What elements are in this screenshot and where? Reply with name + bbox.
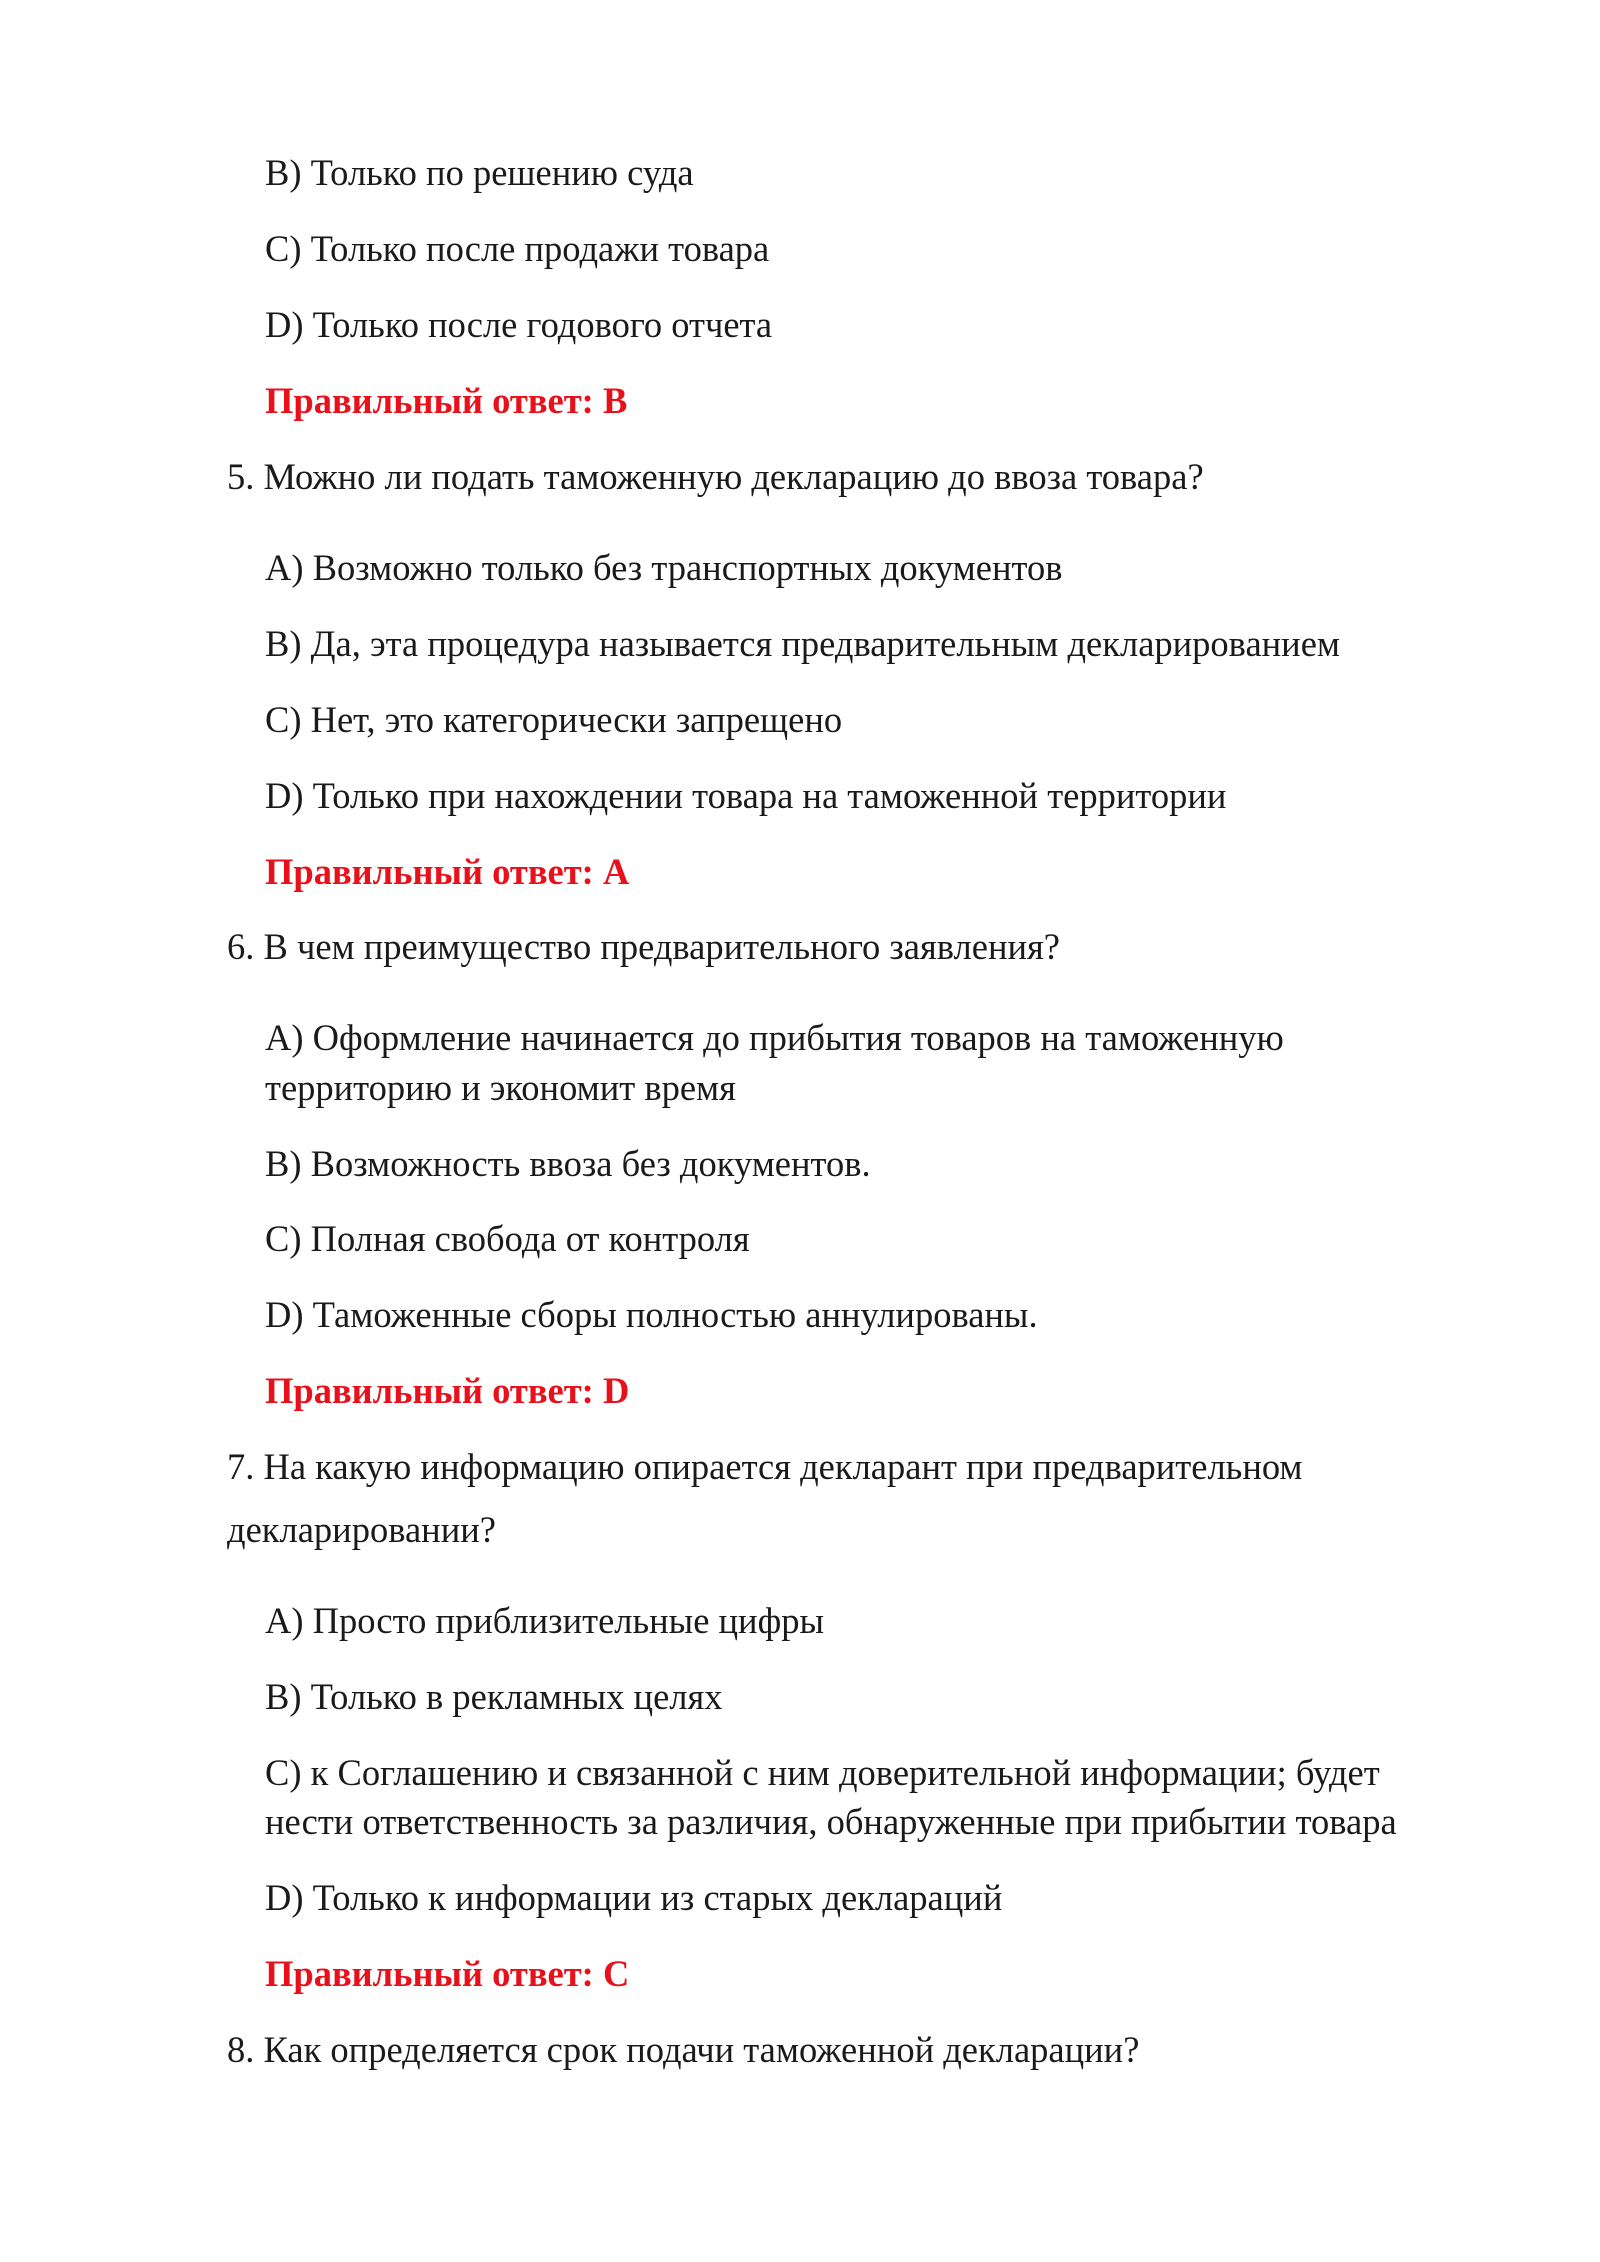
option-b: B) Только по решению суда: [265, 152, 694, 193]
option-c: C) Нет, это категорически запрещено: [265, 699, 843, 740]
option-b: B) Да, эта процедура называется предварительным декларированием: [265, 623, 1341, 664]
option-a-line1: A) Оформление начинается до прибытия товаров на таможенную: [265, 1017, 1284, 1058]
option-a-line2: территорию и экономит время: [265, 1067, 736, 1108]
option-a: A) Возможно только без транспортных документов: [265, 547, 1063, 588]
option-b: B) Возможность ввоза без документов.: [265, 1143, 871, 1184]
option-d: D) Только к информации из старых деклараций: [265, 1877, 1003, 1918]
option-a: A) Просто приблизительные цифры: [265, 1600, 825, 1641]
option-c-line2: нести ответственность за различия, обнаруженные при прибытии товара: [265, 1801, 1397, 1842]
option-c-line1: C) к Соглашению и связанной с ним доверительной информации; будет: [265, 1752, 1380, 1793]
option-c: C) Только после продажи товара: [265, 228, 770, 269]
question-5: 5. Можно ли подать таможенную декларацию до ввоза товара?: [227, 456, 1204, 497]
correct-answer: Правильный ответ: D: [265, 1370, 630, 1411]
question-7-line1: 7. На какую информацию опирается декларант при предварительном: [227, 1446, 1303, 1487]
correct-answer: Правильный ответ: B: [265, 380, 628, 421]
option-c: C) Полная свобода от контроля: [265, 1218, 750, 1259]
question-8: 8. Как определяется срок подачи таможенной декларации?: [227, 2029, 1140, 2070]
question-6: 6. В чем преимущество предварительного заявления?: [227, 926, 1061, 967]
option-b: B) Только в рекламных целях: [265, 1676, 723, 1717]
option-d: D) Только при нахождении товара на таможенной территории: [265, 775, 1227, 816]
correct-answer: Правильный ответ: A: [265, 851, 630, 892]
option-d: D) Таможенные сборы полностью аннулированы.: [265, 1294, 1038, 1335]
question-7-line2: декларировании?: [227, 1509, 496, 1550]
correct-answer: Правильный ответ: C: [265, 1953, 630, 1994]
option-d: D) Только после годового отчета: [265, 304, 773, 345]
